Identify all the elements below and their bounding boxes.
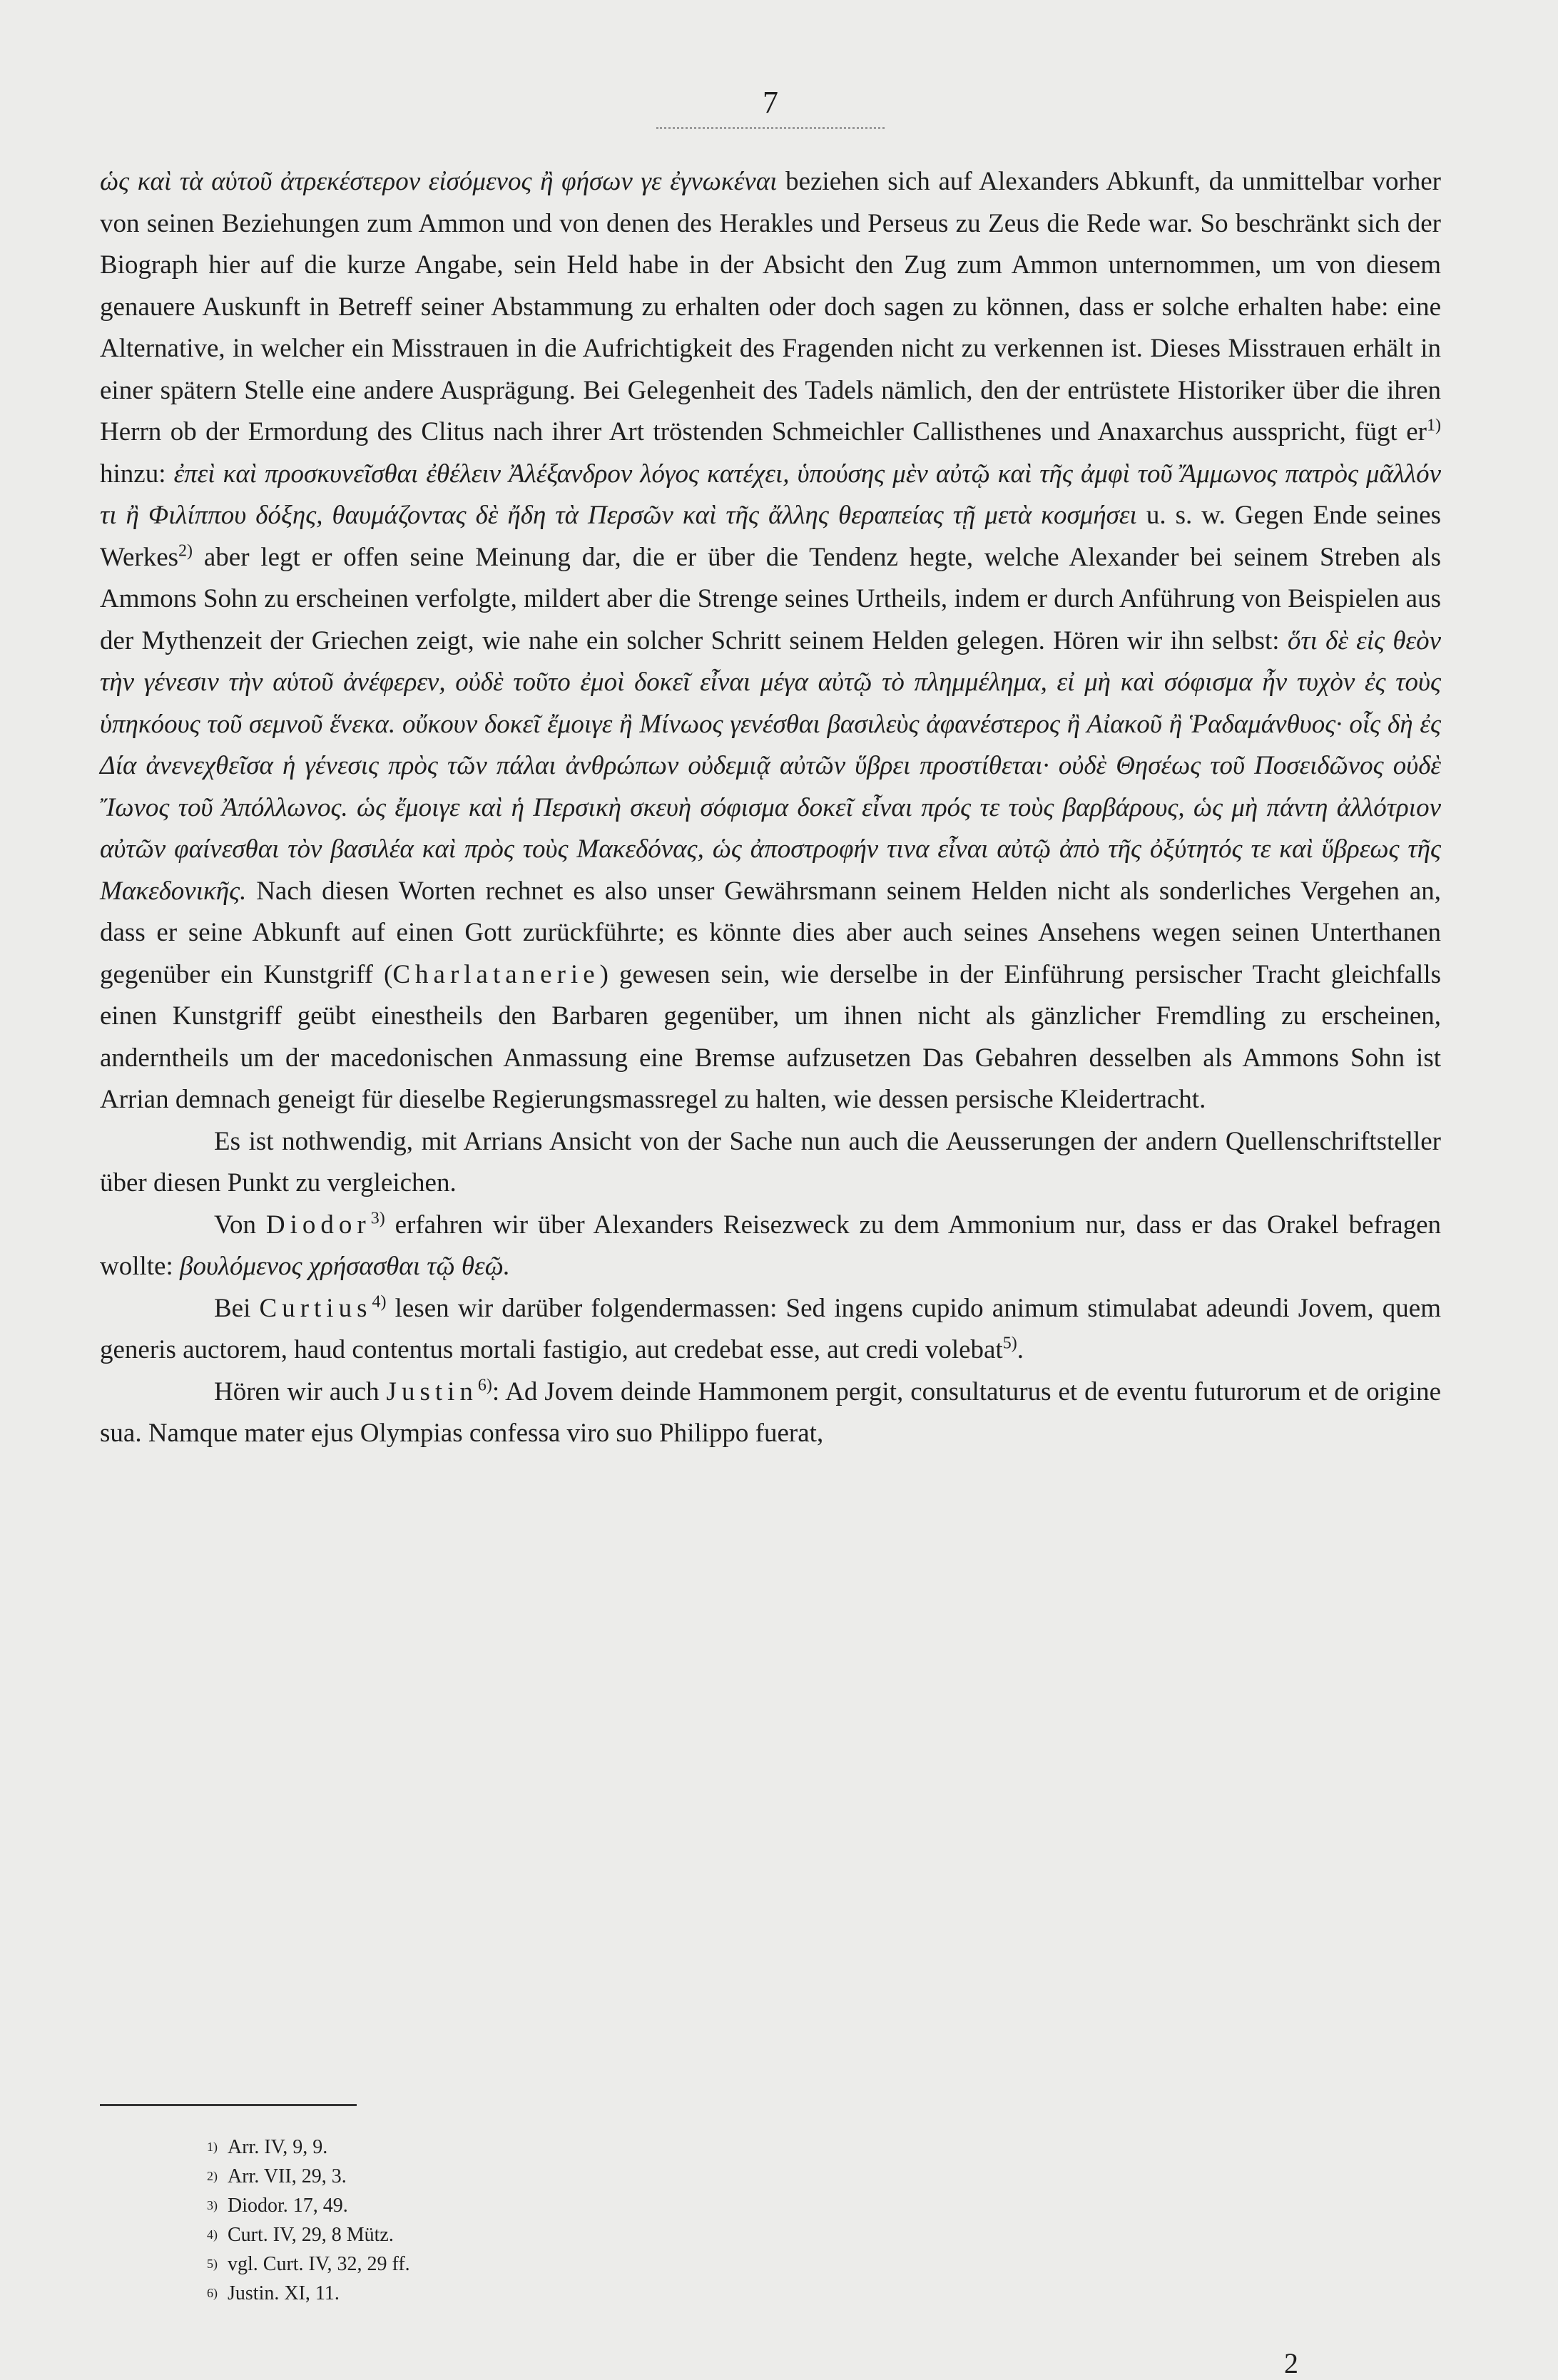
paragraph — [100, 161, 1441, 1121]
text-run: beziehen sich auf Alexanders Abkunft, da unmittelbar vorher von seinen Beziehungen zum Ammon und von denen des Herakles und Perseus zu Zeus die Rede war. So beschränkt sich der Biograph hier auf die kurze Angabe, sein Held habe in der Absicht den Zug zum Ammon unternommen, um von diesem genauere Auskunft in Betreff seiner Abstammung zu erhalten oder doch sagen zu können, dass er solche erhalten habe: eine Alternative, in welcher ein Misstrauen in die Aufrichtigkeit des Fragenden nicht zu verkennen ist. Dieses Misstrauen erhält in einer spätern Stelle eine andere Ausprägung. Bei Gelegenheit des Tadels nämlich, den der entrüstete Historiker über die ihren Herrn ob der Ermordung des Clitus nach ihrer Art tröstenden Schmeichler Callisthenes und Anaxarchus ausspricht, fügt er — [100, 167, 1442, 446]
paragraph — [100, 1288, 1441, 1372]
footnote-reference: 3) — [370, 1209, 385, 1228]
text-run: lesen wir darüber folgendermassen: Sed ingens cupido animum stimulabat adeundi Jovem, quem generis auctorem, haud contentus mortali fastigio, aut credebat esse, aut credi volebat — [100, 1293, 1441, 1364]
text-run: . — [1017, 1335, 1024, 1364]
greek-quotation: ἐπεὶ καὶ προσκυνεῖσθαι ἐθέλειν Ἀλέξανδρον λόγος κατέχει, ὑπούσης μὲν αὐτῷ καὶ τῆς ἀμφὶ τοῦ Ἄμμωνος πατρὸς μᾶλλόν τι ἢ Φιλίππου δόξης, θαυμάζοντας δὲ ἤδη τὰ Περσῶν καὶ τῆς ἄλλης θεραπείας τῇ μετὰ κοσμήσει — [100, 459, 1441, 530]
footnote-text: Arr. VII, 29, 3. — [228, 2165, 347, 2187]
footnote-number: 5) — [207, 2257, 218, 2271]
text-run: hinzu: — [100, 459, 174, 489]
footnotes — [207, 2133, 849, 2308]
text-run: aber legt er offen seine Meinung dar, die er über die Tendenz hegte, welche Alexander bei seinem Streben als Ammons Sohn zu erscheinen verfolgte, mildert aber die Strenge seines Urtheils, indem er durch Anführung von Beispielen aus der Mythenzeit der Griechen zeigt, wie nahe ein solcher Schritt seinem Helden gelegen. Hören wir ihn selbst: — [100, 542, 1441, 655]
text-run: erfahren wir über Alexanders Reisezweck zu dem Ammonium nur, dass er das Orakel befragen wollte: — [100, 1210, 1442, 1281]
spaced-name: Charlatanerie — [392, 959, 600, 989]
paragraph — [100, 1372, 1441, 1455]
footnote-number: 2) — [207, 2169, 218, 2183]
footnote-separator — [100, 2104, 357, 2106]
footnote — [207, 2249, 849, 2279]
header-ornament-rule — [656, 127, 885, 129]
spaced-name: Diodor — [265, 1210, 371, 1240]
sheet-signature: 2 — [1284, 2347, 1298, 2379]
spaced-name: Justin — [386, 1377, 478, 1406]
text-run: u. s. w. Gegen Ende seines Werkes — [100, 501, 1442, 572]
text-run: Nach diesen Worten rechnet es also unser Gewährsmann seinem Helden nicht als sonderliches Vergehen an, dass er seine Abkunft auf einen Gott zurückführte; es könnte dies aber auch seines Ansehens wegen seinen Unterthanen gegenüber ein Kunstgriff ( — [100, 876, 1441, 989]
footnote-number: 4) — [207, 2227, 218, 2242]
footnote — [207, 2162, 849, 2191]
greek-quotation: ὅτι δὲ εἰς θεὸν τὴν γένεσιν τὴν αὑτοῦ ἀνέφερεν, οὐδὲ τοῦτο ἐμοὶ δοκεῖ εἶναι μέγα αὐτῷ τὸ πλημμέλημα, εἰ μὴ καὶ σόφισμα ἦν τυχὸν ἐς τοὺς ὑπηκόους τοῦ σεμνοῦ ἕνεκα. οὔκουν δοκεῖ ἔμοιγε ἢ Μίνωος γενέσθαι βασιλεὺς ἀφανέστερος ἢ Αἰακοῦ ἢ Ῥαδαμάνθυος· οἷς δὴ ἐς Δία ἀνενεχθεῖσα ἡ γένεσις πρὸς τῶν πάλαι ἀνθρώπων οὐδεμιᾷ αὐτῶν ὕβρει προστίθεται· οὐδὲ Θησέως τοῦ Ποσειδῶνος οὐδὲ Ἴωνος τοῦ Ἀπόλλωνος. ὡς ἔμοιγε καὶ ἡ Περσικὴ σκευὴ σόφισμα δοκεῖ εἶναι πρός τε τοὺς βαρβάρους, ὡς μὴ πάντη ἀλλότριον αὐτῶν φαίνεσθαι τὸν βασιλέα καὶ πρὸς τοὺς Μακεδόνας, ὡς ἀποστροφήν τινα εἶναι αὐτῷ ἀπὸ τῆς ὀξύτητός τε καὶ ὕβρεως τῆς Μακεδονικῆς. — [100, 625, 1441, 906]
text-run: Bei — [214, 1293, 260, 1323]
text-run: Es ist nothwendig, mit Arrians Ansicht von der Sache nun auch die Aeusserungen der andern Quellenschriftsteller über diesen Punkt zu vergleichen. — [100, 1126, 1441, 1197]
footnote-text: vgl. Curt. IV, 32, 29 ff. — [228, 2253, 410, 2275]
footnote — [207, 2191, 849, 2220]
footnote — [207, 2220, 849, 2249]
footnote-reference: 1) — [1427, 416, 1441, 435]
footnote-number: 6) — [207, 2286, 218, 2300]
footnote-text: Diodor. 17, 49. — [228, 2195, 348, 2217]
text-run: ) gewesen sein, wie derselbe in der Einführung persischer Tracht gleichfalls einen Kunstgriff geübt einestheils den Barbaren gegenüber, um ihnen nicht als gänzlicher Fremdling zu erscheinen, anderntheils um der macedonischen Anmassung eine Bremse aufzusetzen Das Gebahren desselben als Ammons Sohn ist Arrian demnach geneigt für dieselbe Regierungsmassregel zu halten, wie dessen persische Kleidertracht. — [100, 959, 1441, 1114]
page-number: 7 — [763, 85, 778, 120]
footnote-reference: 5) — [1002, 1334, 1017, 1353]
footnote-text: Curt. IV, 29, 8 Mütz. — [228, 2224, 394, 2246]
footnote-reference: 4) — [372, 1292, 387, 1312]
footnote-number: 3) — [207, 2198, 218, 2212]
footnote-text: Justin. XI, 11. — [228, 2282, 340, 2304]
text-run: Von — [214, 1210, 266, 1240]
text-run: Hören wir auch — [214, 1377, 387, 1406]
footnote — [207, 2133, 849, 2162]
paragraph — [100, 1121, 1441, 1205]
footnote-text: Arr. IV, 9, 9. — [228, 2136, 328, 2158]
greek-quotation: βουλόμενος χρήσασθαι τῷ θεῷ. — [180, 1252, 510, 1281]
paragraph — [100, 1205, 1441, 1288]
footnote-reference: 2) — [178, 541, 193, 561]
footnote — [207, 2279, 849, 2308]
body-text — [100, 161, 1441, 1455]
text-run: : Ad Jovem deinde Hammonem pergit, consultaturus et de eventu futurorum et de origine sua. Namque mater ejus Olympias confessa viro suo Philippo fuerat, — [100, 1377, 1441, 1448]
spaced-name: Curtius — [259, 1293, 372, 1323]
footnote-reference: 6) — [477, 1376, 492, 1395]
greek-quotation: ὡς καὶ τὰ αὑτοῦ ἀτρεκέστερον εἰσόμενος ἢ φήσων γε ἐγνωκέναι — [100, 167, 778, 196]
footnote-number: 1) — [207, 2140, 218, 2154]
